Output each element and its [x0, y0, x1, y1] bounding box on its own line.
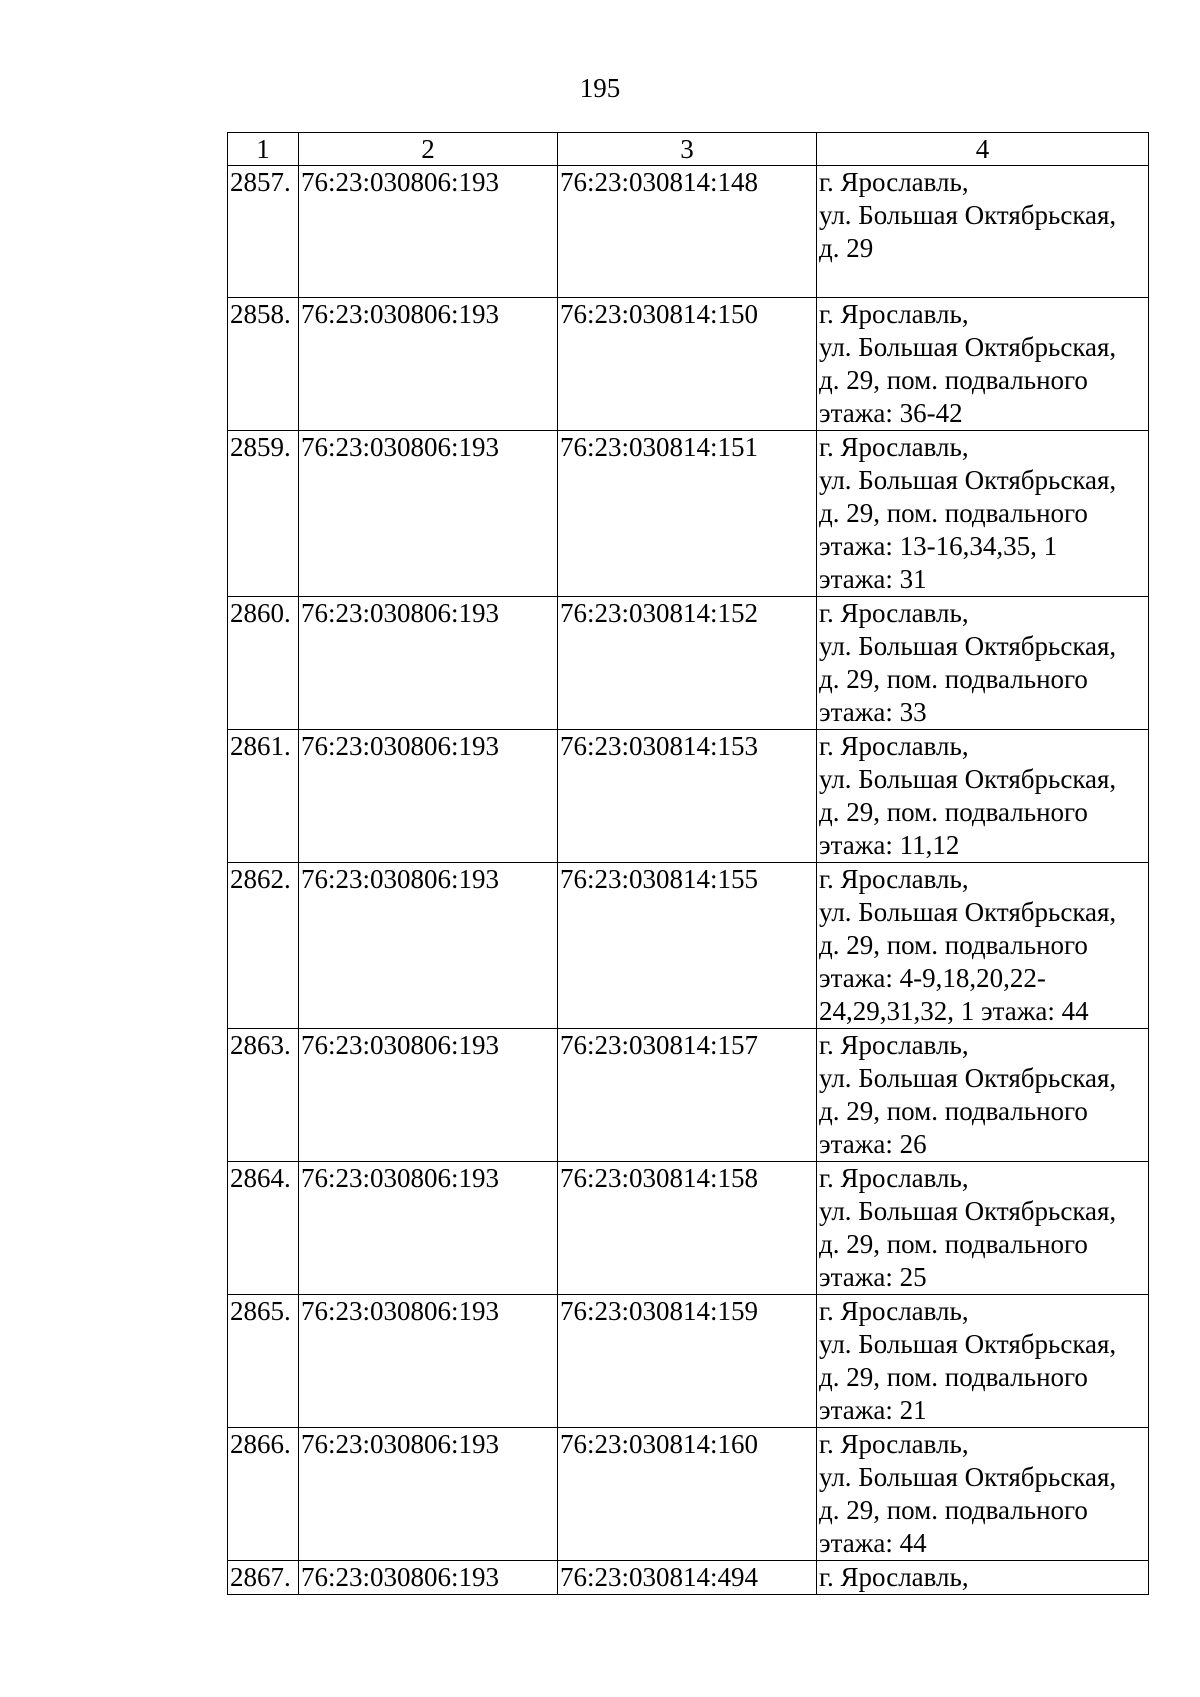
- cadastral-number-land: 76:23:030806:193: [299, 1029, 558, 1162]
- address-line: 24,29,31,32, 1 этажа: 44: [819, 996, 1089, 1026]
- table-row: [228, 1561, 1149, 1595]
- address-line: г. Ярославль,: [819, 167, 969, 197]
- cadastral-number-object: 76:23:030814:159: [558, 1295, 817, 1428]
- address-line: ул. Большая Октябрьская,: [819, 1063, 1117, 1093]
- cadastral-number-land: 76:23:030806:193: [299, 166, 558, 298]
- address-line: г. Ярославль,: [819, 1429, 969, 1459]
- address-cell: [817, 431, 1149, 597]
- address-line: г. Ярославль,: [819, 1030, 969, 1060]
- address-line: д. 29, пом. подвального: [819, 365, 1088, 395]
- address-line: ул. Большая Октябрьская,: [819, 465, 1117, 495]
- cadastral-number-object: 76:23:030814:160: [558, 1428, 817, 1561]
- address-line: д. 29, пом. подвального: [819, 1229, 1088, 1259]
- address-line: г. Ярославль,: [819, 864, 969, 894]
- address-line: г. Ярославль,: [819, 1163, 969, 1193]
- address-line: д. 29, пом. подвального: [819, 930, 1088, 960]
- address-line: г. Ярославль,: [819, 432, 969, 462]
- cadastral-number-land: 76:23:030806:193: [299, 431, 558, 597]
- cadastral-number-object: 76:23:030814:150: [558, 298, 817, 431]
- cadastral-number-land: 76:23:030806:193: [299, 1162, 558, 1295]
- table-row: [228, 597, 1149, 730]
- address-cell: [817, 730, 1149, 863]
- address-line: этажа: 25: [819, 1262, 927, 1292]
- table-body: [228, 166, 1149, 1595]
- row-number: 2864.: [228, 1162, 299, 1295]
- address-line: этажа: 13-16,34,35, 1: [819, 531, 1058, 561]
- address-cell: [817, 597, 1149, 730]
- table-header-row: [228, 133, 1149, 166]
- address-cell: [817, 298, 1149, 431]
- address-line: ул. Большая Октябрьская,: [819, 764, 1117, 794]
- table-row: [228, 1029, 1149, 1162]
- cadastral-number-land: 76:23:030806:193: [299, 298, 558, 431]
- address-line: этажа: 11,12: [819, 830, 960, 860]
- address-cell: [817, 1428, 1149, 1561]
- address-cell: [817, 1561, 1149, 1595]
- cadastral-number-land: 76:23:030806:193: [299, 863, 558, 1029]
- cadastral-number-land: 76:23:030806:193: [299, 1428, 558, 1561]
- cadastral-number-land: 76:23:030806:193: [299, 730, 558, 863]
- column-header: 2: [299, 133, 558, 166]
- row-number: 2858.: [228, 298, 299, 431]
- table-row: [228, 863, 1149, 1029]
- table-row: [228, 730, 1149, 863]
- cadastral-number-object: 76:23:030814:157: [558, 1029, 817, 1162]
- row-number: 2867.: [228, 1561, 299, 1595]
- address-line: этажа: 21: [819, 1395, 927, 1425]
- address-line: д. 29, пом. подвального: [819, 1096, 1088, 1126]
- address-cell: [817, 1029, 1149, 1162]
- address-line: г. Ярославль,: [819, 1296, 969, 1326]
- address-cell: [817, 166, 1149, 298]
- address-line: ул. Большая Октябрьская,: [819, 1329, 1117, 1359]
- column-header: 4: [817, 133, 1149, 166]
- address-line: ул. Большая Октябрьская,: [819, 200, 1117, 230]
- cadastral-number-object: 76:23:030814:155: [558, 863, 817, 1029]
- row-number: 2861.: [228, 730, 299, 863]
- cadastral-number-object: 76:23:030814:153: [558, 730, 817, 863]
- column-header: 3: [558, 133, 817, 166]
- row-number: 2860.: [228, 597, 299, 730]
- row-number: 2863.: [228, 1029, 299, 1162]
- address-line: г. Ярославль,: [819, 1562, 969, 1592]
- cadastral-number-land: 76:23:030806:193: [299, 597, 558, 730]
- row-number: 2859.: [228, 431, 299, 597]
- address-line: д. 29, пом. подвального: [819, 1362, 1088, 1392]
- address-line: ул. Большая Октябрьская,: [819, 332, 1117, 362]
- address-line: д. 29, пом. подвального: [819, 664, 1088, 694]
- address-line: ул. Большая Октябрьская,: [819, 1462, 1117, 1492]
- cadastral-number-land: 76:23:030806:193: [299, 1561, 558, 1595]
- row-number: 2857.: [228, 166, 299, 298]
- address-line: этажа: 26: [819, 1129, 927, 1159]
- cadastral-number-object: 76:23:030814:152: [558, 597, 817, 730]
- page-number: 195: [579, 73, 621, 103]
- cadastral-number-object: 76:23:030814:148: [558, 166, 817, 298]
- cadastral-number-object: 76:23:030814:158: [558, 1162, 817, 1295]
- row-number: 2865.: [228, 1295, 299, 1428]
- table-row: [228, 1428, 1149, 1561]
- address-line: г. Ярославль,: [819, 731, 969, 761]
- address-line: этажа: 36-42: [819, 398, 963, 428]
- cadastral-number-land: 76:23:030806:193: [299, 1295, 558, 1428]
- cadastral-number-object: 76:23:030814:494: [558, 1561, 817, 1595]
- address-line: д. 29, пом. подвального: [819, 797, 1088, 827]
- address-line: этажа: 33: [819, 697, 927, 727]
- address-cell: [817, 863, 1149, 1029]
- row-number: 2862.: [228, 863, 299, 1029]
- address-line: г. Ярославль,: [819, 598, 969, 628]
- table-row: [228, 298, 1149, 431]
- address-line: ул. Большая Октябрьская,: [819, 1196, 1117, 1226]
- table-row: [228, 166, 1149, 298]
- cadastral-number-object: 76:23:030814:151: [558, 431, 817, 597]
- address-cell: [817, 1295, 1149, 1428]
- address-line: д. 29, пом. подвального: [819, 498, 1088, 528]
- table-row: [228, 1295, 1149, 1428]
- address-line: этажа: 44: [819, 1528, 927, 1558]
- address-cell: [817, 1162, 1149, 1295]
- address-line: д. 29: [819, 233, 874, 263]
- table-row: [228, 431, 1149, 597]
- column-header: 1: [228, 133, 299, 166]
- address-line: этажа: 31: [819, 564, 927, 594]
- address-line: ул. Большая Октябрьская,: [819, 631, 1117, 661]
- address-line: г. Ярославль,: [819, 299, 969, 329]
- table-row: [228, 1162, 1149, 1295]
- address-line: этажа: 4-9,18,20,22-: [819, 963, 1046, 993]
- address-line: ул. Большая Октябрьская,: [819, 897, 1117, 927]
- row-number: 2866.: [228, 1428, 299, 1561]
- address-line: д. 29, пом. подвального: [819, 1495, 1088, 1525]
- registry-table: [227, 132, 1149, 1595]
